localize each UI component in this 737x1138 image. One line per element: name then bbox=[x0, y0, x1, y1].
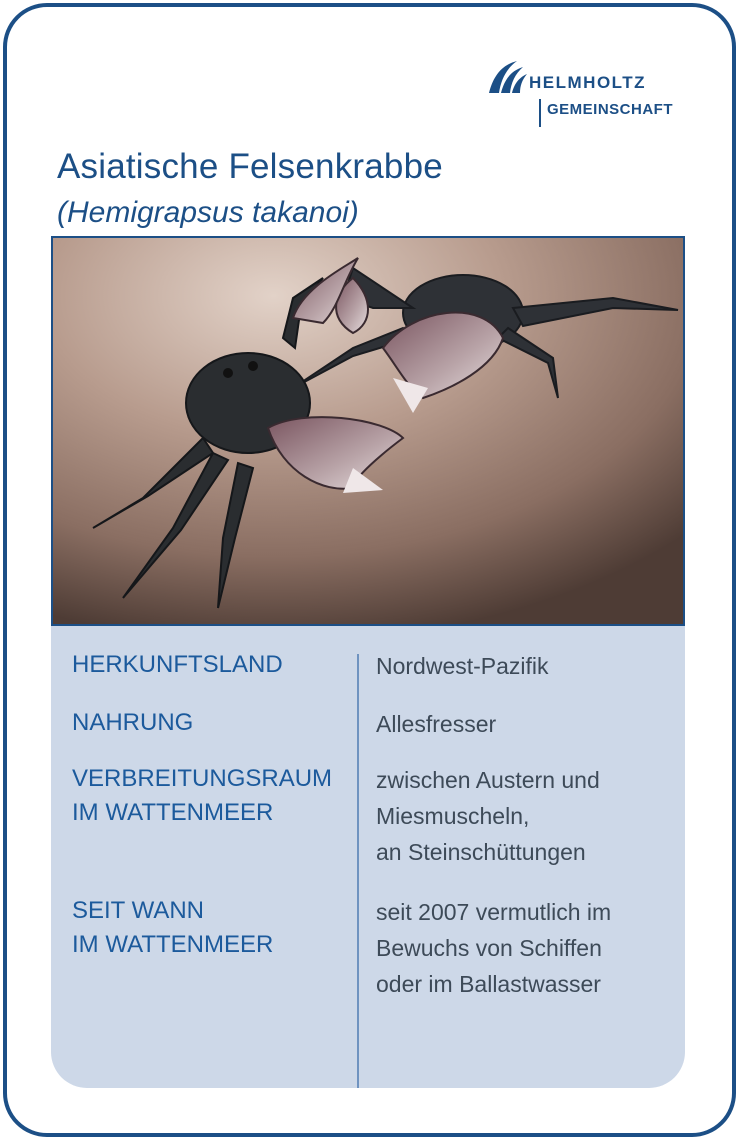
crab-illustration bbox=[53, 238, 683, 624]
crab-photo bbox=[51, 236, 685, 626]
logo-line-2: GEMEINSCHAFT bbox=[547, 101, 673, 118]
fact-value-distribution: zwischen Austern und Miesmuscheln, an Steinschüttungen bbox=[376, 767, 600, 865]
logo-line-1: HELMHOLTZ bbox=[529, 73, 647, 92]
fact-value-diet: Allesfresser bbox=[376, 711, 497, 737]
fact-label-since: SEIT WANN IM WATTENMEER bbox=[72, 897, 274, 958]
fact-label-distribution: VERBREITUNGSRAUM IM WATTENMEER bbox=[72, 765, 333, 826]
logo-divider bbox=[539, 99, 541, 127]
column-divider bbox=[357, 654, 359, 1088]
fact-label-origin: HERKUNFTSLAND bbox=[72, 651, 283, 678]
helmholtz-logo bbox=[487, 59, 707, 131]
fact-value-since: seit 2007 vermutlich im Bewuchs von Schiffen oder im Ballastwasser bbox=[376, 899, 612, 997]
fact-value-origin: Nordwest-Pazifik bbox=[376, 653, 549, 679]
fact-label-diet: NAHRUNG bbox=[72, 709, 194, 736]
helmholtz-wing-icon bbox=[487, 59, 527, 95]
facts-panel bbox=[51, 626, 685, 1088]
species-title: Asiatische Felsenkrabbe bbox=[57, 147, 443, 186]
species-scientific-name: (Hemigrapsus takanoi) bbox=[57, 196, 359, 229]
